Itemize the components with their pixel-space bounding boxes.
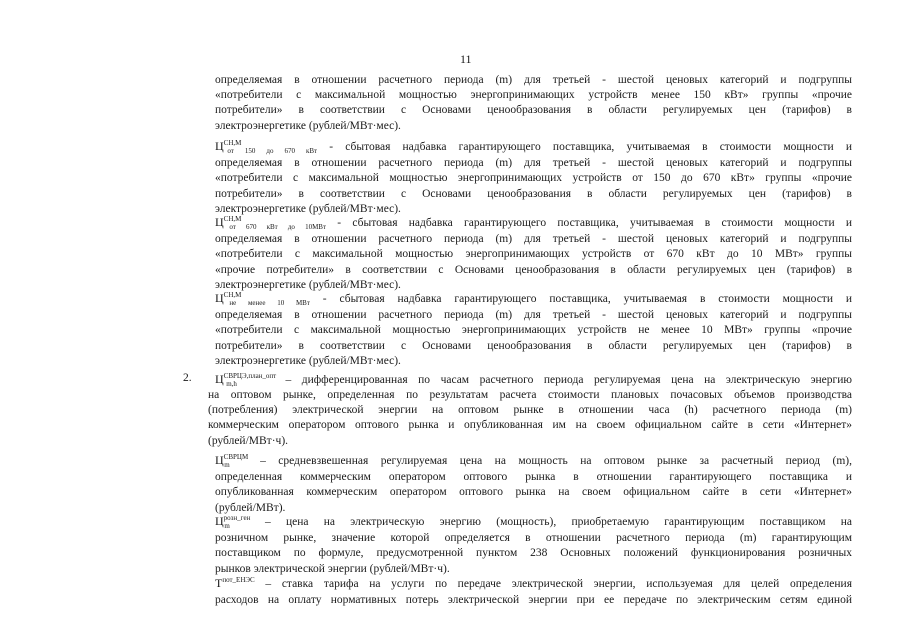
- text-line: «потребители с максимальной мощностью энергопринимающих устройств от 670 кВт до 10 МВт» группы: [215, 248, 852, 261]
- text-line: (рублей/МВт·ч).: [208, 434, 289, 447]
- formula-superscript: СВРЦЭ,план_опт: [223, 372, 277, 380]
- formula-description: – средневзвешенная регулируемая цена на мощность на оптовом рынке за расчетный период (m),: [247, 455, 852, 467]
- formula-description: - сбытовая надбавка гарантирующего поставщика, учитываемая в стоимости мощности и: [309, 293, 852, 305]
- formula-symbol: Ц: [215, 291, 224, 305]
- formula-symbol: Ц: [215, 215, 224, 229]
- text-line: расходов на оплату нормативных потерь электрической энергии при ее передаче по электрическим сетям единой: [215, 594, 852, 607]
- formula-superscript: СН,М: [223, 215, 242, 223]
- formula-line: [215, 372, 852, 389]
- formula-superscript: пот_ЕНЭС: [222, 576, 255, 584]
- list-number: 2.: [183, 372, 192, 384]
- text-line: «потребители с максимальной мощностью энергопринимающих устройств менее 150 кВт» группы «прочие: [215, 89, 852, 102]
- paragraph-capacity-670-10mw: [215, 215, 852, 293]
- formula-subscript: m: [224, 461, 230, 469]
- text-line: потребители» в соответствии с Основами ценообразования в области регулируемых цен (тарифов) в: [215, 104, 852, 117]
- text-line: «потребители с максимальной мощностью энергопринимающих устройств не менее 10 МВт» группы «прочие: [215, 324, 852, 337]
- text-line: электроэнергетике (рублей/МВт·мес).: [215, 202, 401, 215]
- formula-subscript: не менее 10 МВт: [229, 299, 310, 307]
- text-line: коммерческим оператором оптового рынка и опубликованная им на своем официальном сайте в сети «Интернет»: [208, 419, 852, 432]
- formula-symbol: Ц: [215, 514, 224, 528]
- page-number: 11: [460, 52, 472, 66]
- formula-description: - сбытовая надбавка гарантирующего поставщика, учитываемая в стоимости мощности и: [317, 141, 852, 153]
- text-line: электроэнергетике (рублей/МВт·мес).: [215, 278, 401, 291]
- paragraph-capacity-under-150: [215, 73, 852, 134]
- formula-subscript: от 150 до 670 кВт: [227, 147, 318, 155]
- paragraph-item-2-continued: [208, 388, 852, 449]
- formula-symbol: Ц: [215, 372, 224, 386]
- formula-description: - сбытовая надбавка гарантирующего поставщика, учитываемая в стоимости мощности и: [326, 217, 853, 229]
- formula-description: – ставка тарифа на услуги по передаче электрической энергии, используемая для целей определения: [254, 578, 852, 590]
- text-line: определяемая в отношении расчетного периода (m) для третьей - шестой ценовых категорий и подгруппы: [215, 74, 852, 86]
- formula-superscript: розн_ген: [223, 514, 251, 522]
- formula-line: [215, 215, 852, 232]
- text-line: определяемая в отношении расчетного периода (m) для третьей - шестой ценовых категорий и подгруппы: [215, 309, 852, 322]
- text-line: потребители» в соответствии с Основами ценообразования в области регулируемых цен (тарифов) в: [215, 187, 852, 200]
- text-line: рынков электрической энергии (рублей/МВт·ч).: [215, 562, 450, 575]
- formula-line: [215, 453, 852, 470]
- formula-description: – цена на электрическую энергию (мощность), приобретаемую гарантирующим поставщиком на: [249, 516, 852, 528]
- text-line: определяемая в отношении расчетного периода (m) для третьей - шестой ценовых категорий и подгруппы: [215, 233, 852, 246]
- text-line: электроэнергетике (рублей/МВт·мес).: [215, 119, 401, 132]
- text-line: опубликованная коммерческим оператором оптового рынка на своем официальном сайте в сети «Интернет»: [215, 486, 852, 499]
- formula-superscript: СН,М: [223, 291, 242, 299]
- formula-line: [215, 576, 852, 593]
- text-line: (потребления) электрической энергии на оптовом рынке в отношении часа (h) расчетного периода (m): [208, 404, 852, 417]
- text-line: «потребители с максимальной мощностью энергопринимающих устройств от 150 до 670 кВт» группы «прочие: [215, 172, 852, 185]
- formula-subscript: от 670 кВт до 10МВт: [229, 223, 327, 231]
- paragraph-capacity-price: [215, 453, 852, 516]
- text-line: потребители» в соответствии с Основами ценообразования в области регулируемых цен (тарифов) в: [215, 339, 852, 352]
- text-line: определенная коммерческим оператором оптового рынка в отношении гарантирующего поставщика и: [215, 471, 852, 484]
- text-line: определяемая в отношении расчетного периода (m) для третьей - шестой ценовых категорий и подгруппы: [215, 157, 852, 170]
- formula-line: [215, 514, 852, 531]
- paragraph-item-2: [215, 372, 852, 389]
- formula-subscript: m: [224, 522, 230, 530]
- formula-symbol: Ц: [215, 453, 224, 467]
- formula-superscript: СВРЦМ: [223, 453, 249, 461]
- formula-symbol: Т: [215, 576, 223, 590]
- text-line: поставщиком по формуле, предусмотренной пунктом 238 Основных положений функционирования розничных: [215, 547, 852, 560]
- text-line: «прочие потребители» в соответствии с Основами ценообразования в области регулируемых цен (тарифов) в: [215, 263, 852, 276]
- paragraph-retail-price: [215, 514, 852, 577]
- text-line: на оптовом рынке, определенная по результатам расчета стоимости плановых почасовых объемов производства: [208, 389, 852, 401]
- paragraph-transmission-tariff: [215, 576, 852, 608]
- text-line: электроэнергетике (рублей/МВт·мес).: [215, 354, 401, 367]
- formula-symbol: Ц: [215, 139, 224, 153]
- text-line: (рублей/МВт).: [215, 501, 286, 514]
- formula-subscript: m,h: [226, 380, 237, 388]
- formula-description: – дифференцированная по часам расчетного периода регулируемая цена на электрическую энергию: [274, 374, 852, 386]
- paragraph-capacity-over-10mw: [215, 291, 852, 369]
- paragraph-capacity-150-670: [215, 139, 852, 217]
- formula-superscript: СН,М: [223, 139, 242, 147]
- formula-line: [215, 291, 852, 308]
- text-line: розничном рынке, значение которой определяется в отношении расчетного периода (m) гарантирующим: [215, 532, 852, 545]
- formula-line: [215, 139, 852, 156]
